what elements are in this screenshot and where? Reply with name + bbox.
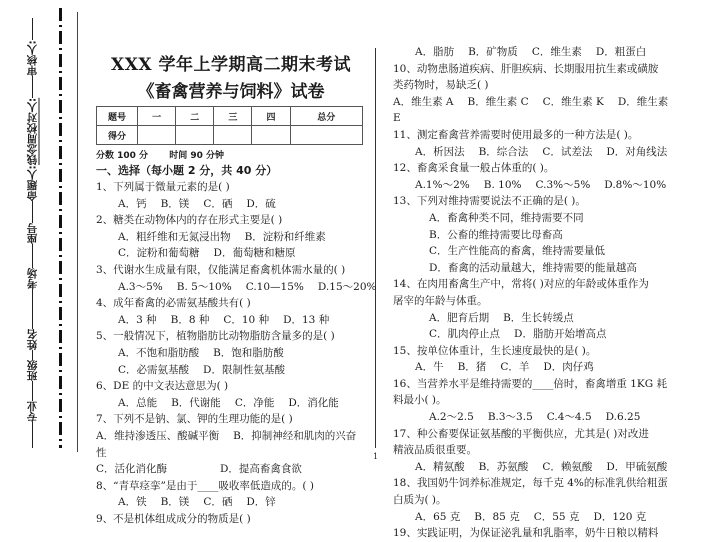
question-stem: 18、我国奶牛饲养标准规定，每千克 4%的标准乳供给粗蛋 (393, 477, 668, 490)
question-options (393, 144, 705, 161)
question-options (96, 428, 366, 445)
score-table (96, 106, 363, 145)
option: C．55 克 (533, 510, 580, 523)
exam-meta (96, 149, 366, 163)
section-heading: 一、选择（每小题 2 分，共 40 分） (96, 164, 278, 177)
blank-line[interactable] (31, 381, 33, 401)
question-options (96, 362, 366, 379)
option: A．维生素 A (393, 95, 454, 108)
question-stem: 精液品质很重要。 (393, 444, 477, 457)
option: C．10 种 (223, 313, 270, 326)
question-stem: 6、DE 的中文表达意思为( ) (96, 380, 229, 393)
option: D.8%～10% (604, 178, 667, 191)
question-stem: 8、“青草痉挛”是由于____吸收率低造成的。( ) (96, 479, 314, 492)
question-options (393, 110, 705, 127)
option: D．硫 (246, 197, 276, 210)
option: A.3～5% (118, 280, 163, 293)
option: A．铁 (118, 496, 147, 509)
option: D．消化能 (288, 396, 339, 409)
question-options (393, 459, 705, 476)
exam-title: XXX 学年上学期高二期末考试 (111, 55, 351, 75)
option: D．13 种 (283, 313, 330, 326)
field-reviewer-label: 审核人: (26, 40, 39, 77)
option: D．限制性氨基酸 (203, 363, 285, 376)
question-options (96, 279, 377, 296)
field-seat-label: 座号 (26, 223, 39, 244)
score-cell: 得分 (97, 126, 138, 145)
option: C.3%～5% (535, 178, 591, 191)
score-entry-cell[interactable] (138, 126, 176, 145)
blank-line[interactable] (31, 201, 33, 223)
option: D．肉仔鸡 (543, 361, 594, 374)
option: B．8 种 (170, 313, 210, 326)
option: C.10—15% (245, 280, 304, 293)
option: A.2～2.5 (429, 411, 474, 424)
option: B.3～3.5 (487, 411, 533, 424)
option: C.4～4.5 (546, 411, 592, 424)
blank-line (31, 422, 33, 448)
question-stem: 4、成年畜禽的必需氨基酸共有( ) (96, 297, 251, 310)
field-exam-room-label: 考场 (26, 268, 39, 289)
binding-cut-line (59, 8, 62, 448)
right-column (393, 44, 705, 542)
question-options (96, 345, 366, 362)
option: C．羊 (500, 361, 530, 374)
field-proofreader-label: 钱念周校对人: (26, 98, 39, 166)
option: D.6.25 (605, 411, 641, 424)
question-stem: 16、当营养水平是维持需要的____倍时，畜禽增重 1KG 耗 (393, 377, 667, 390)
option: B．代谢能 (171, 396, 221, 409)
option: A．维持渗透压、酸碱平衡 (96, 429, 220, 442)
option: B．矿物质 (468, 46, 518, 58)
option: C．赖氨酸 (542, 460, 593, 473)
option: C．淀粉和葡萄糖 (118, 247, 200, 260)
question-stem: 11、测定畜禽营养需要时使用最多的一种方法是( )。 (393, 128, 639, 141)
option: B．公畜的维持需要比母畜高 (429, 228, 563, 241)
option-continuation: 性 (96, 446, 107, 459)
option: A．粗纤维和无氮浸出物 (118, 230, 231, 243)
question-options (393, 177, 705, 194)
field-setter-label: 命题人: (26, 165, 39, 201)
option: C．肌肉停止点 (429, 328, 501, 341)
option: C．试差法 (542, 145, 593, 158)
score-table-header-row (97, 107, 363, 126)
option: A.1%～2% (415, 178, 470, 191)
blank-line[interactable] (31, 76, 33, 98)
option: D．提高畜禽食欲 (220, 463, 302, 476)
option: A．不饱和脂肪酸 (118, 346, 200, 359)
option: A．总能 (118, 396, 158, 409)
question-options (96, 229, 366, 246)
field-class-label: 班级 (26, 360, 39, 381)
question-stem: 类药物时，易缺乏( ) (393, 79, 489, 92)
option: A．钙 (118, 197, 147, 210)
left-column (96, 52, 377, 527)
option: D．畜禽的活动量越大，维持需要的能量越高 (429, 261, 637, 274)
question-stem: 17、种公畜要保证氨基酸的平衡供应，尤其是( )对改进 (393, 427, 649, 440)
option: B. 5～10% (176, 280, 232, 293)
question-options (393, 260, 705, 277)
option: A．脂肪 (415, 46, 455, 58)
question-options (393, 326, 705, 343)
question-options (393, 509, 705, 526)
option: A．65 克 (415, 510, 461, 523)
question-stem: 15、按单位体重计，生长速度最快的是( )。 (393, 344, 597, 357)
score-cell: 题号 (97, 107, 138, 126)
option: B．综合法 (478, 145, 529, 158)
option: A．3 种 (118, 313, 157, 326)
question-stem: 屠宰的年龄与体重。 (393, 294, 488, 307)
option: C．生产性能高的畜禽，维持需要量低 (429, 245, 606, 258)
blank-line[interactable] (31, 18, 33, 40)
page-number: 1 (373, 452, 379, 461)
option: D．对角线法 (606, 145, 668, 158)
option: B．镁 (160, 197, 190, 210)
option: B．饱和脂肪酸 (213, 346, 284, 359)
option: B．苏氨酸 (478, 460, 529, 473)
option: C．活化消化酶 (96, 463, 168, 476)
question-options (393, 310, 705, 327)
option: D.15～20% (317, 280, 377, 293)
question-options (393, 243, 705, 260)
exam-subtitle: 《畜禽营养与饲料》试卷 (137, 82, 325, 102)
question-options (393, 44, 705, 61)
score-cell: 四 (252, 107, 290, 126)
question-options (96, 445, 366, 462)
option-continuation: E (393, 112, 401, 125)
option: D．葡萄糖和糖原 (213, 247, 296, 260)
option: D．甲硫氨酸 (606, 460, 668, 473)
option: D．维生素 (617, 95, 669, 108)
option: D．120 克 (593, 510, 647, 523)
option: B. 10% (483, 178, 522, 191)
option: B．85 克 (474, 510, 520, 523)
option: A．析因法 (415, 145, 465, 158)
question-stem: 14、在肉用畜禽生产中，常将( )对应的年龄或体重作为 (393, 278, 649, 291)
question-options (393, 227, 705, 244)
score-cell: 一 (138, 107, 176, 126)
question-stem: 料最小( )。 (393, 394, 447, 407)
score-entry-cell[interactable] (290, 126, 362, 145)
option: C．维生素 (531, 46, 582, 58)
score-table-score-row (97, 126, 363, 145)
question-options (96, 395, 366, 412)
option: C．硒 (203, 496, 233, 509)
score-cell: 总分 (290, 107, 362, 126)
option: A．肥育后期 (429, 311, 490, 324)
score-cell: 二 (176, 107, 214, 126)
option: C．硒 (203, 197, 233, 210)
time-limit: 时间 90 分钟 (169, 151, 224, 161)
option: B．淀粉和纤维素 (244, 230, 326, 243)
question-stem: 白质为( )。 (393, 494, 447, 507)
binding-margin (0, 0, 80, 500)
margin-rule (77, 12, 78, 452)
option: C．维生素 K (542, 95, 604, 108)
question-options (393, 210, 705, 227)
option: D．粗蛋白 (595, 46, 647, 58)
option: B．猪 (457, 361, 487, 374)
question-stem: 10、动物患肠道疾病、肝胆疾病、长期服用抗生素或磺胺 (393, 62, 659, 75)
field-major-label: 专业 (26, 401, 39, 422)
question-stem: 1、下列属于微量元素的是( ) (96, 181, 230, 193)
blank-line[interactable] (31, 289, 33, 329)
option: A．牛 (415, 361, 444, 374)
option: B．抑制神经和肌肉的兴奋 (233, 429, 357, 442)
question-stem: 13、下列对维持需要说法不正确的是( )。 (393, 195, 586, 208)
option: A．畜禽种类不同，维持需要不同 (429, 211, 584, 224)
total-score: 分数 100 分 (96, 151, 149, 161)
field-name-label: 姓名 (26, 329, 39, 350)
question-stem: 2、糖类在动物体内的存在形式主要是( ) (96, 214, 283, 227)
question-stem: 19、实践证明，为保证泌乳量和乳脂率，奶牛日粮以精料 (393, 527, 659, 540)
option: B．生长转缓点 (503, 311, 574, 324)
blank-line[interactable] (31, 244, 33, 268)
question-options (393, 94, 705, 111)
question-options (393, 409, 705, 426)
question-stem: 7、下列不是钠、氯、钾的生理功能的是( ) (96, 413, 293, 426)
option: D．脂肪开始增高点 (514, 328, 607, 341)
option: A．精氨酸 (415, 460, 465, 473)
score-entry-cell[interactable] (214, 126, 252, 145)
question-options (96, 461, 366, 478)
option: D．锌 (246, 496, 276, 509)
option: B．镁 (160, 496, 190, 509)
question-options (393, 359, 705, 376)
option: B．维生素 C (467, 95, 529, 108)
option: C．必需氨基酸 (118, 363, 190, 376)
question-options (96, 494, 366, 511)
question-stem: 3、代谢水生成量有限，仅能满足畜禽机体需水量的( ) (96, 263, 346, 276)
binding-info-fields (22, 8, 42, 448)
score-entry-cell[interactable] (176, 126, 214, 145)
option: C．净能 (234, 396, 275, 409)
score-entry-cell[interactable] (252, 126, 290, 145)
question-stem: 12、畜禽采食量一般占体重的( )。 (393, 162, 555, 175)
question-options (96, 312, 366, 329)
question-options (96, 196, 366, 213)
score-cell: 三 (214, 107, 252, 126)
question-stem: 5、一般情况下，植物脂肪比动物脂肪含量多的是( ) (96, 330, 335, 343)
question-stem: 9、不是机体组成成分的物质是( ) (96, 512, 251, 525)
blank-line[interactable] (31, 350, 33, 360)
question-options (96, 245, 366, 262)
column-divider (375, 48, 376, 448)
